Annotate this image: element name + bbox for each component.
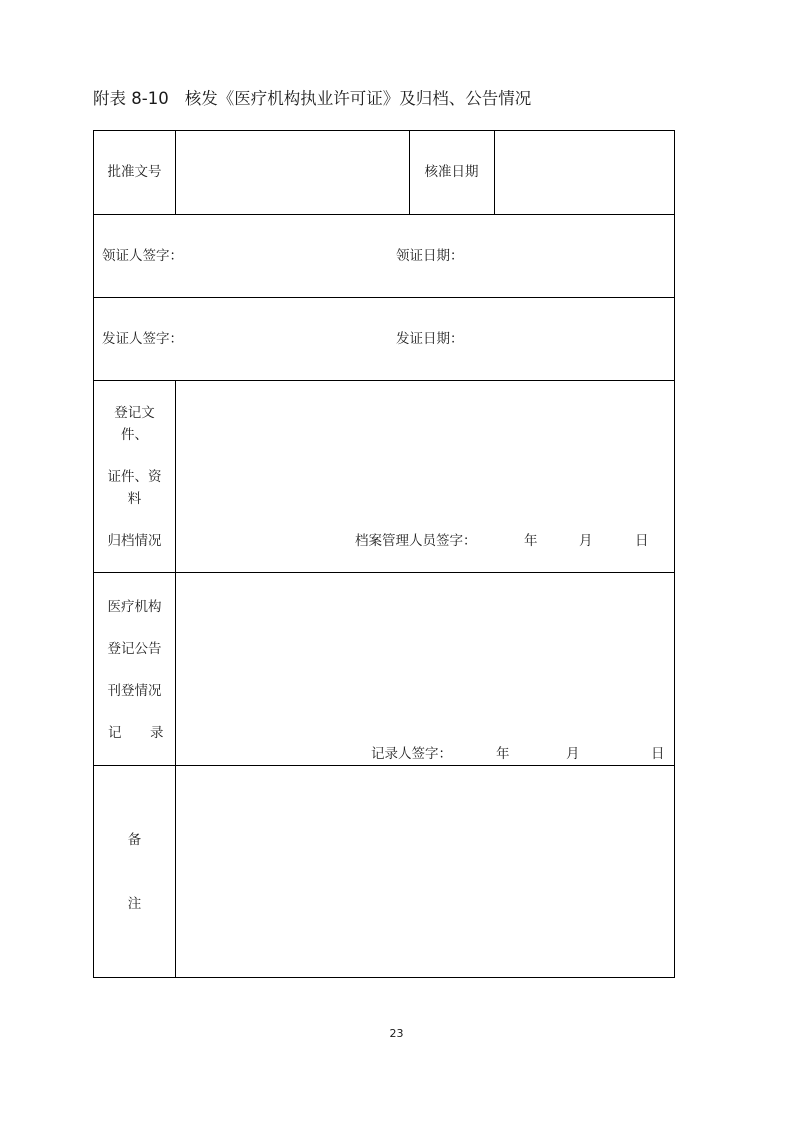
- row-divider: [94, 765, 674, 766]
- record-month-label: 月: [566, 746, 580, 762]
- row-divider: [94, 297, 674, 298]
- archive-label-line: 证件、资: [107, 469, 162, 485]
- approval-date-label: 核准日期: [424, 164, 479, 180]
- announcement-label-line: 录: [150, 725, 164, 741]
- archive-label-line: 登记文: [114, 405, 155, 421]
- row-divider: [94, 380, 674, 381]
- announcement-label-line: 医疗机构: [107, 599, 162, 615]
- approval-number-label: 批准文号: [107, 164, 162, 180]
- appendix-code: 附表 8-10: [93, 89, 169, 108]
- remarks-label-line: 备: [127, 832, 142, 848]
- issue-date-label: 发证日期：: [396, 331, 464, 347]
- record-year-label: 年: [496, 746, 510, 762]
- archivist-signature-label: 档案管理人员签字：: [355, 533, 477, 549]
- announcement-label-line: 记: [108, 725, 122, 741]
- archive-month-label: 月: [579, 533, 593, 549]
- column-divider: [175, 380, 176, 977]
- archive-label-line: 件、: [121, 427, 148, 443]
- page-title: [93, 89, 531, 109]
- column-divider: [175, 131, 176, 214]
- announcement-label-line: 登记公告: [107, 641, 162, 657]
- appendix-title: 核发《医疗机构执业许可证》及归档、公告情况: [184, 89, 532, 108]
- announcement-label-line: 刊登情况: [107, 683, 162, 699]
- archive-day-label: 日: [635, 533, 649, 549]
- archive-year-label: 年: [524, 533, 538, 549]
- registration-form-table: [93, 130, 675, 978]
- recipient-signature-label: 领证人签字：: [102, 248, 183, 264]
- remarks-label-line: 注: [127, 896, 142, 912]
- page-number: 23: [389, 1027, 404, 1040]
- archive-label-line: 料: [127, 491, 142, 507]
- record-day-label: 日: [651, 746, 665, 762]
- issuer-signature-label: 发证人签字：: [102, 331, 183, 347]
- recorder-signature-label: 记录人签字：: [371, 746, 452, 762]
- column-divider: [494, 131, 495, 214]
- row-divider: [94, 214, 674, 215]
- archive-label-line: 归档情况: [107, 533, 162, 549]
- receive-date-label: 领证日期：: [396, 248, 464, 264]
- row-divider: [94, 572, 674, 573]
